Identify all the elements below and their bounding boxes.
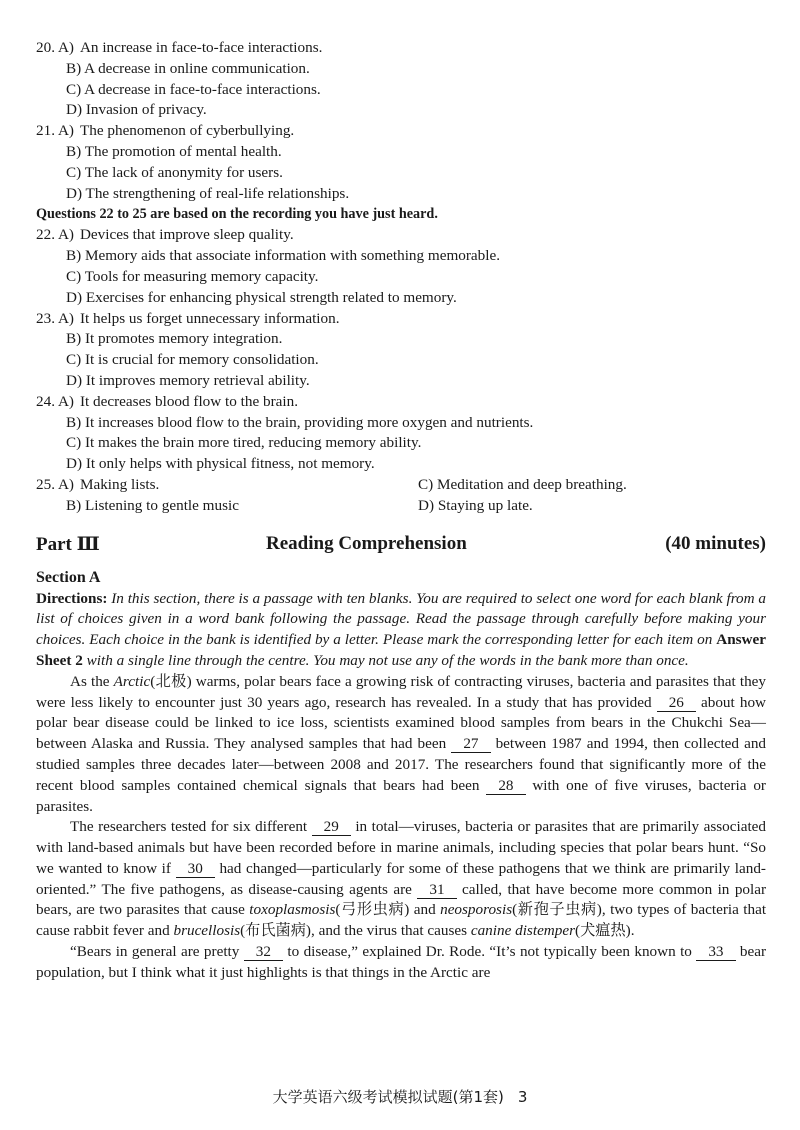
question-item	[36, 309, 766, 392]
option-text: B) It increases blood flow to the brain, providing more oxygen and nutrients.	[66, 413, 534, 431]
page-footer	[0, 1086, 800, 1107]
option-text: It helps us forget unnecessary information.	[79, 309, 340, 327]
part-time: (40 minutes)	[665, 532, 766, 554]
text-span: “Bears in general are pretty	[70, 943, 240, 961]
option-line	[36, 288, 766, 309]
blank-30[interactable]: 30	[176, 861, 215, 878]
option-line	[36, 142, 766, 163]
option-line	[36, 225, 766, 246]
term-toxoplasmosis: toxoplasmosis	[249, 901, 336, 919]
option-text: D) It only helps with physical fitness, not memory.	[66, 455, 375, 473]
option-line	[36, 433, 766, 454]
directions-text-1: In this section, there is a passage with ten blanks. You are required to select one word for each blank from a list of choices given in a word bank following the passage. Read the passage through carefully before making your choices. Each choice in the bank is identified by a letter. Please mark the corresponding letter for each item on	[36, 589, 766, 649]
text-span: in total—viruses, bacteria or parasites that are primarily associated with land-based animals but have been recorded before in marine animals, including species that polar bears hunt. “So we wanted to know if	[36, 818, 767, 877]
option-line	[36, 454, 766, 475]
answer-sheet-label: Answer Sheet 2	[36, 631, 767, 669]
part-label: Part Ⅲ	[36, 533, 100, 555]
text-span: with one of five viruses, bacteria or parasites.	[36, 776, 766, 815]
option-text: C) The lack of anonymity for users.	[66, 163, 283, 181]
footer-title: 大学英语六级考试模拟试题(第1套)	[272, 1088, 504, 1106]
page-number: 3	[517, 1088, 528, 1106]
question-group-top	[36, 38, 766, 204]
text-span: The researchers tested for six different	[70, 818, 308, 836]
question-item	[36, 121, 766, 204]
text-span: (犬瘟热).	[575, 922, 635, 940]
text-span: about how polar bear disease could be linked to ice loss, scientists examined blood samples from bears in the Chukchi Sea—between Alaska and Russia. They analysed samples that had been	[36, 693, 767, 753]
option-b: B) Listening to gentle music	[66, 496, 239, 514]
part-heading	[36, 527, 766, 557]
q25-row-2	[36, 496, 766, 517]
option-text: D) Exercises for enhancing physical strength related to memory.	[66, 288, 457, 306]
blank-32[interactable]: 32	[244, 944, 283, 961]
section-title: Section A	[36, 568, 101, 586]
option-text: Devices that improve sleep quality.	[79, 226, 294, 244]
option-line	[36, 59, 766, 80]
option-line	[36, 329, 766, 350]
text-span: called, that have become more common in polar bears, are two parasites that cause	[36, 880, 767, 919]
blank-33[interactable]: 33	[696, 944, 735, 961]
option-a: Making lists.	[79, 475, 160, 493]
option-line	[36, 350, 766, 371]
option-line	[36, 246, 766, 267]
passage-paragraph-3	[36, 942, 766, 984]
option-line	[36, 80, 766, 101]
text-span: (新孢子虫病), two types of bacteria that cause rabbit fever and	[36, 901, 767, 940]
option-text: D) Invasion of privacy.	[66, 101, 207, 119]
option-d: D) Staying up late.	[418, 496, 533, 514]
question-number: 21. A)	[36, 122, 74, 140]
option-line	[36, 413, 766, 434]
option-line	[36, 184, 766, 205]
term-canine-distemper: canine distemper	[470, 922, 576, 940]
passage-paragraph-2	[36, 817, 766, 942]
q25-row-1	[36, 475, 766, 496]
passage-paragraph-1	[36, 672, 766, 818]
text-span: bear population, but I think what it just highlights is that things in the Arctic are	[36, 943, 767, 981]
option-text: C) Tools for measuring memory capacity.	[66, 267, 319, 285]
question-item	[36, 392, 766, 475]
term-neosporosis: neosporosis	[440, 901, 513, 919]
directions	[36, 589, 766, 672]
text-span: (北极) warms, polar bears face a growing risk of contracting viruses, bacteria and parasites that they were less likely to encounter just 30 years ago, research has revealed. In a study that has provided	[36, 672, 767, 711]
option-line	[36, 309, 766, 330]
option-text: C) It is crucial for memory consolidation.	[66, 351, 319, 369]
option-text: D) It improves memory retrieval ability.	[66, 371, 310, 389]
question-number: 22. A)	[36, 226, 74, 244]
term-brucellosis: brucellosis	[173, 922, 241, 940]
option-text: It decreases blood flow to the brain.	[79, 392, 299, 410]
text-span: between 1987 and 1994, then collected and studied samples three decades later—between 2008 and 2017. The researchers found that significantly more of the recent blood samples contained chemical signals that bears had been	[36, 735, 767, 794]
option-line	[36, 121, 766, 142]
text-span: to disease,” explained Dr. Rode. “It’s not typically been known to	[287, 943, 692, 961]
part-title: Reading Comprehension	[266, 532, 467, 554]
option-text: C) A decrease in face-to-face interactions.	[66, 80, 321, 98]
question-number: 23. A)	[36, 309, 74, 327]
option-text: B) It promotes memory integration.	[66, 330, 283, 348]
option-text: B) A decrease in online communication.	[66, 59, 310, 77]
blank-29[interactable]: 29	[312, 819, 351, 836]
option-text: An increase in face-to-face interactions.	[79, 39, 323, 56]
blank-28[interactable]: 28	[486, 778, 525, 795]
question-number: 24. A)	[36, 392, 74, 410]
blank-27[interactable]: 27	[451, 736, 490, 753]
question-number: 25. A)	[36, 475, 74, 493]
option-text: B) The promotion of mental health.	[66, 142, 282, 160]
term-arctic: Arctic	[113, 672, 151, 690]
option-line	[36, 100, 766, 121]
question-item	[36, 38, 766, 121]
question-number: 20. A)	[36, 39, 74, 56]
text-span: (弓形虫病) and	[335, 901, 436, 919]
option-line	[36, 267, 766, 288]
directions-text-2: with a single line through the centre. You may not use any of the words in the bank more than once.	[86, 651, 689, 669]
option-text: B) Memory aids that associate information with something memorable.	[66, 247, 501, 265]
recording-header: Questions 22 to 25 are based on the recording you have just heard.	[36, 206, 438, 223]
blank-31[interactable]: 31	[417, 882, 456, 899]
option-line	[36, 392, 766, 413]
question-25	[36, 475, 766, 517]
option-text: C) It makes the brain more tired, reducing memory ability.	[66, 434, 422, 452]
question-group-bottom	[36, 225, 766, 475]
question-item	[36, 225, 766, 308]
option-line	[36, 371, 766, 392]
text-span: As the	[70, 672, 110, 690]
option-c: C) Meditation and deep breathing.	[418, 475, 627, 493]
text-span: had changed—particularly for some of these pathogens that we think are primarily land-oriented.” The five pathogens, as disease-causing agents are	[36, 859, 766, 898]
directions-label: Directions:	[36, 589, 108, 607]
text-span: (布氏菌病), and the virus that causes	[240, 922, 468, 940]
blank-26[interactable]: 26	[657, 695, 696, 712]
option-text: D) The strengthening of real-life relationships.	[66, 184, 350, 202]
option-text: The phenomenon of cyberbullying.	[79, 122, 295, 140]
option-line	[36, 38, 766, 59]
option-line	[36, 163, 766, 184]
